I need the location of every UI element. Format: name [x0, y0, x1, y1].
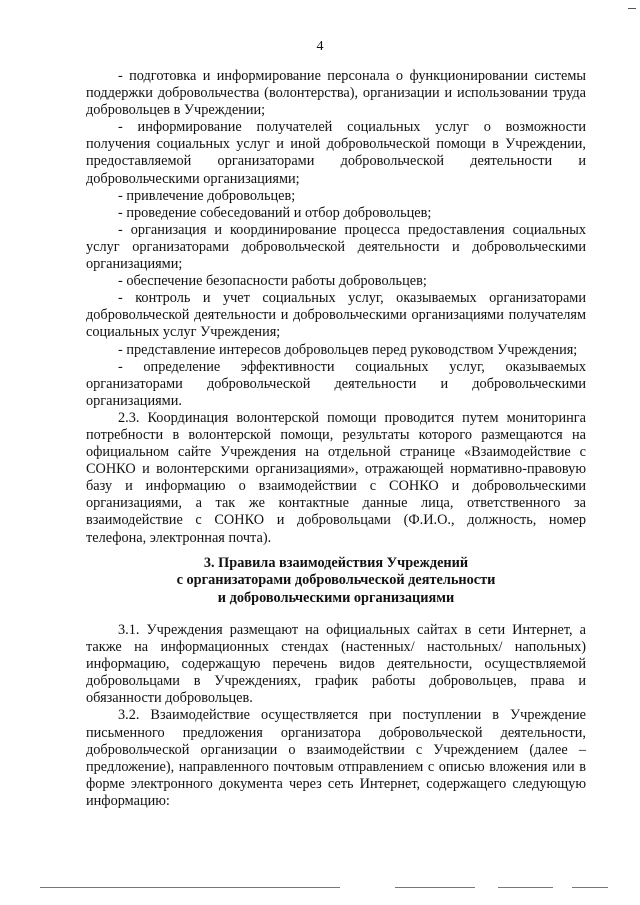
paragraph-attracting-volunteers: - привлечение добровольцев; [118, 187, 296, 204]
paragraph-informing-recipients: - информирование получателей социальных услуг о возможности получения социальных услуг и иной добровольческой помощи в Учреждении, предоставляемой организаторами добровольческой деятельности и добровольческими организациями; [86, 119, 586, 187]
paragraph-efficiency: - определение эффективности социальных услуг, оказываемых организаторами добровольческой деятельности и добровольческими организациями. [86, 358, 586, 409]
footer-rule [395, 887, 475, 888]
section-heading-line: с организаторами добровольческой деятельности [176, 572, 496, 589]
paragraph-interviews: - проведение собеседований и отбор добровольцев; [118, 204, 432, 221]
footer-rule [40, 887, 340, 888]
paragraph-control: - контроль и учет социальных услуг, оказываемых организаторами добровольческой деятельности и добровольческими организациями получателям социальных услуг Учреждения; [86, 290, 586, 341]
section-3-heading [86, 555, 586, 607]
page-number: 4 [316, 39, 324, 54]
footer-rule [498, 887, 553, 888]
section-heading-line: 3. Правила взаимодействия Учреждений [203, 555, 469, 571]
paragraph-staff-training: - подготовка и информирование персонала о функционировании системы поддержки добровольчества (волонтерства), организации и использовании труда добровольцев в Учреждении; [86, 68, 586, 119]
paragraph-representation: - представление интересов добровольцев перед руководством Учреждения; [118, 341, 578, 358]
footer-rule [572, 887, 608, 888]
paragraph-2-3: 2.3. Координация волонтерской помощи проводится путем мониторинга потребности в волонтерской помощи, результаты которого размещаются на официальном сайте Учреждения на отдельной странице «Взаимодействие с СОНКО и волонтерскими организациями», отражающей нормативно-правовую базу и информацию о взаимодействии с СОНКО и добровольческими организациями, а так же контактные данные лица, ответственного за взаимодействие с СОНКО и добровольцами (Ф.И.О., должность, номер телефона, электронная почта). [86, 409, 586, 546]
intro-text-block [86, 68, 586, 547]
section-heading-line: и добровольческими организациями [217, 589, 455, 606]
section-3-body [86, 622, 586, 810]
paragraph-safety: - обеспечение безопасности работы добровольцев; [118, 273, 427, 290]
scan-artifact [628, 8, 636, 9]
paragraph-coordination-process: - организация и координирование процесса предоставления социальных услуг организаторами добровольческой деятельности и добровольческими организациями; [86, 221, 586, 273]
paragraph-3-2: 3.2. Взаимодействие осуществляется при поступлении в Учреждение письменного предложения организатора добровольческой деятельности, добровольческой организации о взаимодействии с Учреждением (далее – предложение), направленного почтовым отправлением с описью вложения или в форме электронного документа через сеть Интернет, содержащего следующую информацию: [86, 707, 586, 809]
paragraph-3-1: 3.1. Учреждения размещают на официальных сайтах в сети Интернет, а также на информационных стендах (настенных/ настольных/ напольных) информацию, содержащую перечень видов деятельности, осуществляемой добровольцами в Учреждениях, график работы добровольцев, права и обязанности добровольцев. [86, 622, 586, 707]
